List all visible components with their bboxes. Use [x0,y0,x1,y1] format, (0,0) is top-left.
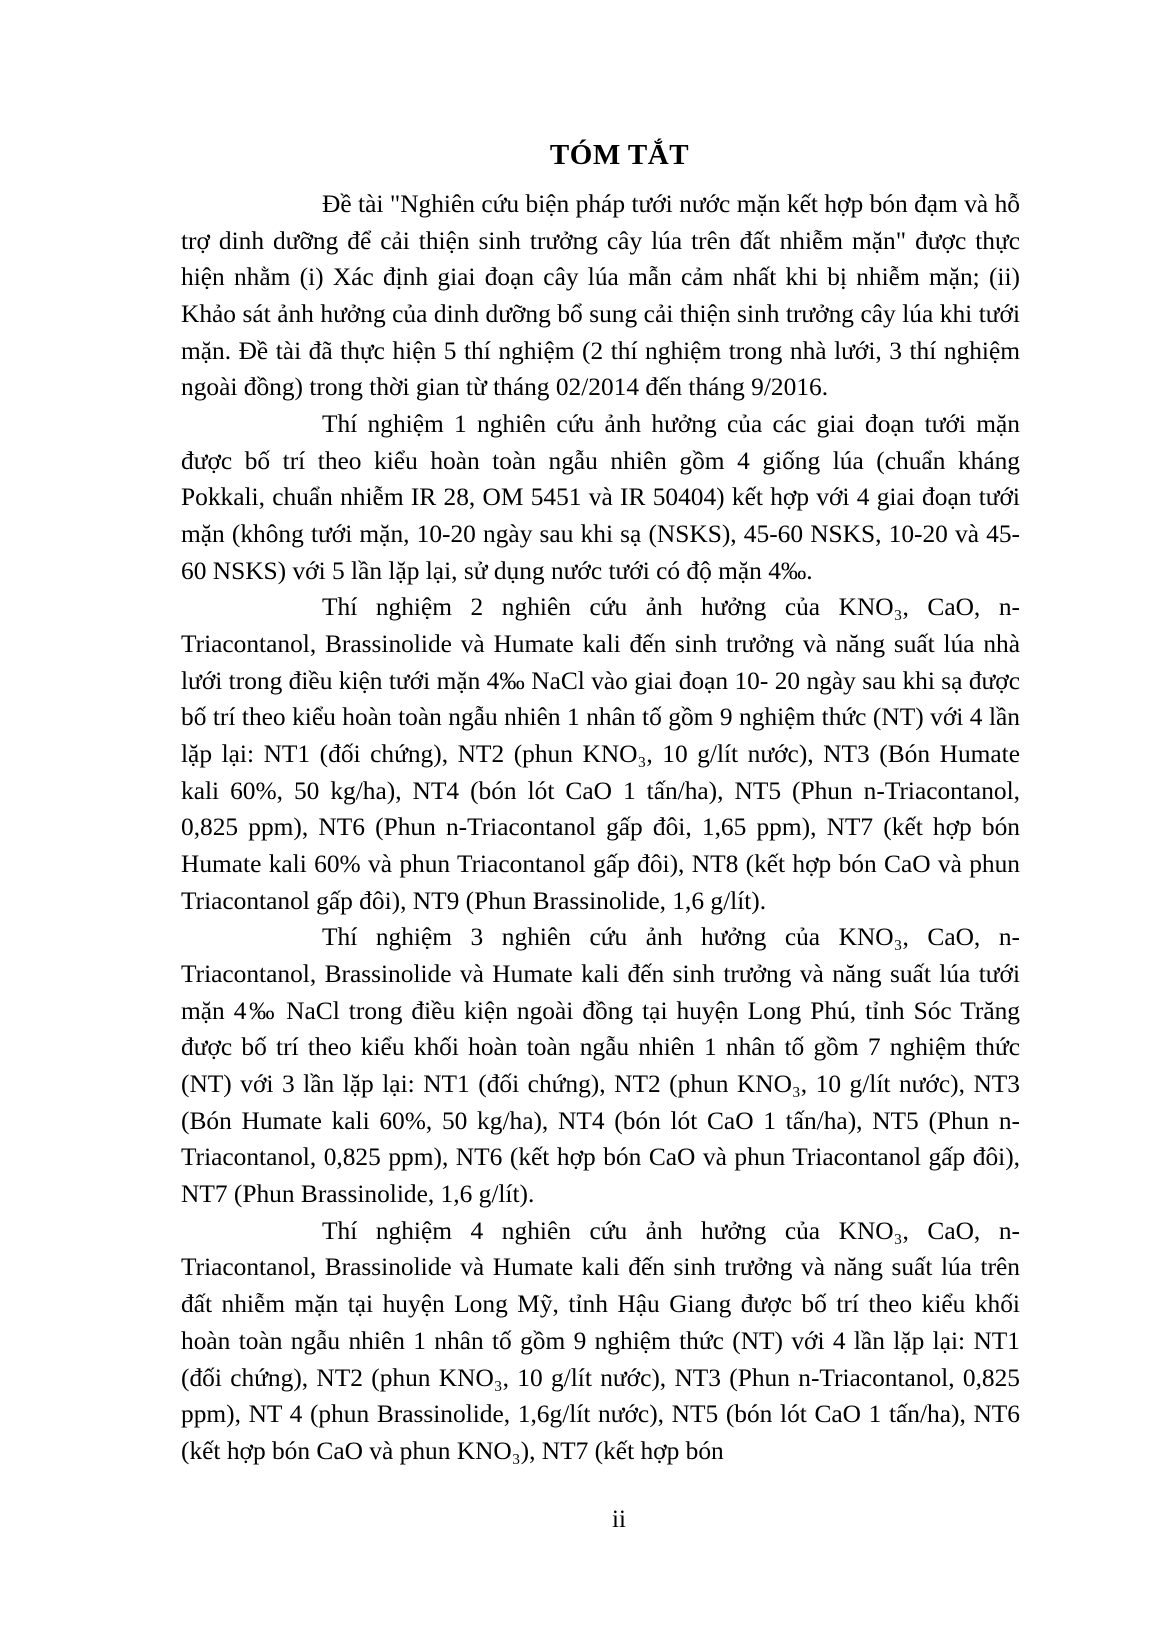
abstract-paragraph-experiment-2: Thí nghiệm 2 nghiên cứu ảnh hưởng của KNO₃, CaO, n-Triacontanol, Brassinolide và Humate kali đến sinh trưởng và năng suất lúa nhà lưới trong điều kiện tưới mặn 4‰ NaCl vào giai đoạn 10- 20 ngày sau khi sạ được bố trí theo kiểu hoàn toàn ngẫu nhiên 1 nhân tố gồm 9 nghiệm thức (NT) với 4 lần lặp lại: NT1 (đối chứng), NT2 (phun KNO₃, 10 g/lít nước), NT3 (Bón Humate kali 60%, 50 kg/ha), NT4 (bón lót CaO 1 tấn/ha), NT5 (Phun n-Triacontanol, 0,825 ppm), NT6 (Phun n-Triacontanol gấp đôi, 1,65 ppm), NT7 (kết hợp bón Humate kali 60% và phun Triacontanol gấp đôi), NT8 (kết hợp bón CaO và phun Triacontanol gấp đôi), NT9 (Phun Brassinolide, 1,6 g/lít). [181,593,1020,915]
abstract-section [181,137,1020,1470]
abstract-paragraph-experiment-1: Thí nghiệm 1 nghiên cứu ảnh hưởng của các giai đoạn tưới mặn được bố trí theo kiểu hoàn toàn ngẫu nhiên gồm 4 giống lúa (chuẩn kháng Pokkali, chuẩn nhiễm IR 28, OM 5451 và IR 50404) kết hợp với 4 giai đoạn tưới mặn (không tưới mặn, 10-20 ngày sau khi sạ (NSKS), 45-60 NSKS, 10-20 và 45-60 NSKS) với 5 lần lặp lại, sử dụng nước tưới có độ mặn 4‰. [181,410,1020,585]
abstract-paragraph-experiment-4: Thí nghiệm 4 nghiên cứu ảnh hưởng của KNO₃, CaO, n-Triacontanol, Brassinolide và Humate kali đến sinh trưởng và năng suất lúa trên đất nhiễm mặn tại huyện Long Mỹ, tỉnh Hậu Giang được bố trí theo kiểu khối hoàn toàn ngẫu nhiên 1 nhân tố gồm 9 nghiệm thức (NT) với 4 lần lặp lại: NT1 (đối chứng), NT2 (phun KNO₃, 10 g/lít nước), NT3 (Phun n-Triacontanol, 0,825 ppm), NT 4 (phun Brassinolide, 1,6g/lít nước), NT5 (bón lót CaO 1 tấn/ha), NT6 (kết hợp bón CaO và phun KNO₃), NT7 (kết hợp bón [181,1216,1020,1465]
page-number: ii [612,1506,626,1533]
abstract-paragraph-intro: Đề tài "Nghiên cứu biện pháp tưới nước mặn kết hợp bón đạm và hỗ trợ dinh dưỡng để cải thiện sinh trưởng cây lúa trên đất nhiễm mặn" được thực hiện nhằm (i) Xác định giai đoạn cây lúa mẫn cảm nhất khi bị nhiễm mặn; (ii) Khảo sát ảnh hưởng của dinh dưỡng bổ sung cải thiện sinh trưởng cây lúa khi tưới mặn. Đề tài đã thực hiện 5 thí nghiệm (2 thí nghiệm trong nhà lưới, 3 thí nghiệm ngoài đồng) trong thời gian từ tháng 02/2014 đến tháng 9/2016. [181,190,1020,402]
page-title: TÓM TẮT [549,139,690,171]
abstract-paragraph-experiment-3: Thí nghiệm 3 nghiên cứu ảnh hưởng của KNO₃, CaO, n-Triacontanol, Brassinolide và Humate kali đến sinh trưởng và năng suất lúa tưới mặn 4‰ NaCl trong điều kiện ngoài đồng tại huyện Long Phú, tỉnh Sóc Trăng được bố trí theo kiểu khối hoàn toàn ngẫu nhiên 1 nhân tố gồm 7 nghiệm thức (NT) với 3 lần lặp lại: NT1 (đối chứng), NT2 (phun KNO₃, 10 g/lít nước), NT3 (Bón Humate kali 60%, 50 kg/ha), NT4 (bón lót CaO 1 tấn/ha), NT5 (Phun n-Triacontanol, 0,825 ppm), NT6 (kết hợp bón CaO và phun Triacontanol gấp đôi), NT7 (Phun Brassinolide, 1,6 g/lít). [181,923,1020,1209]
